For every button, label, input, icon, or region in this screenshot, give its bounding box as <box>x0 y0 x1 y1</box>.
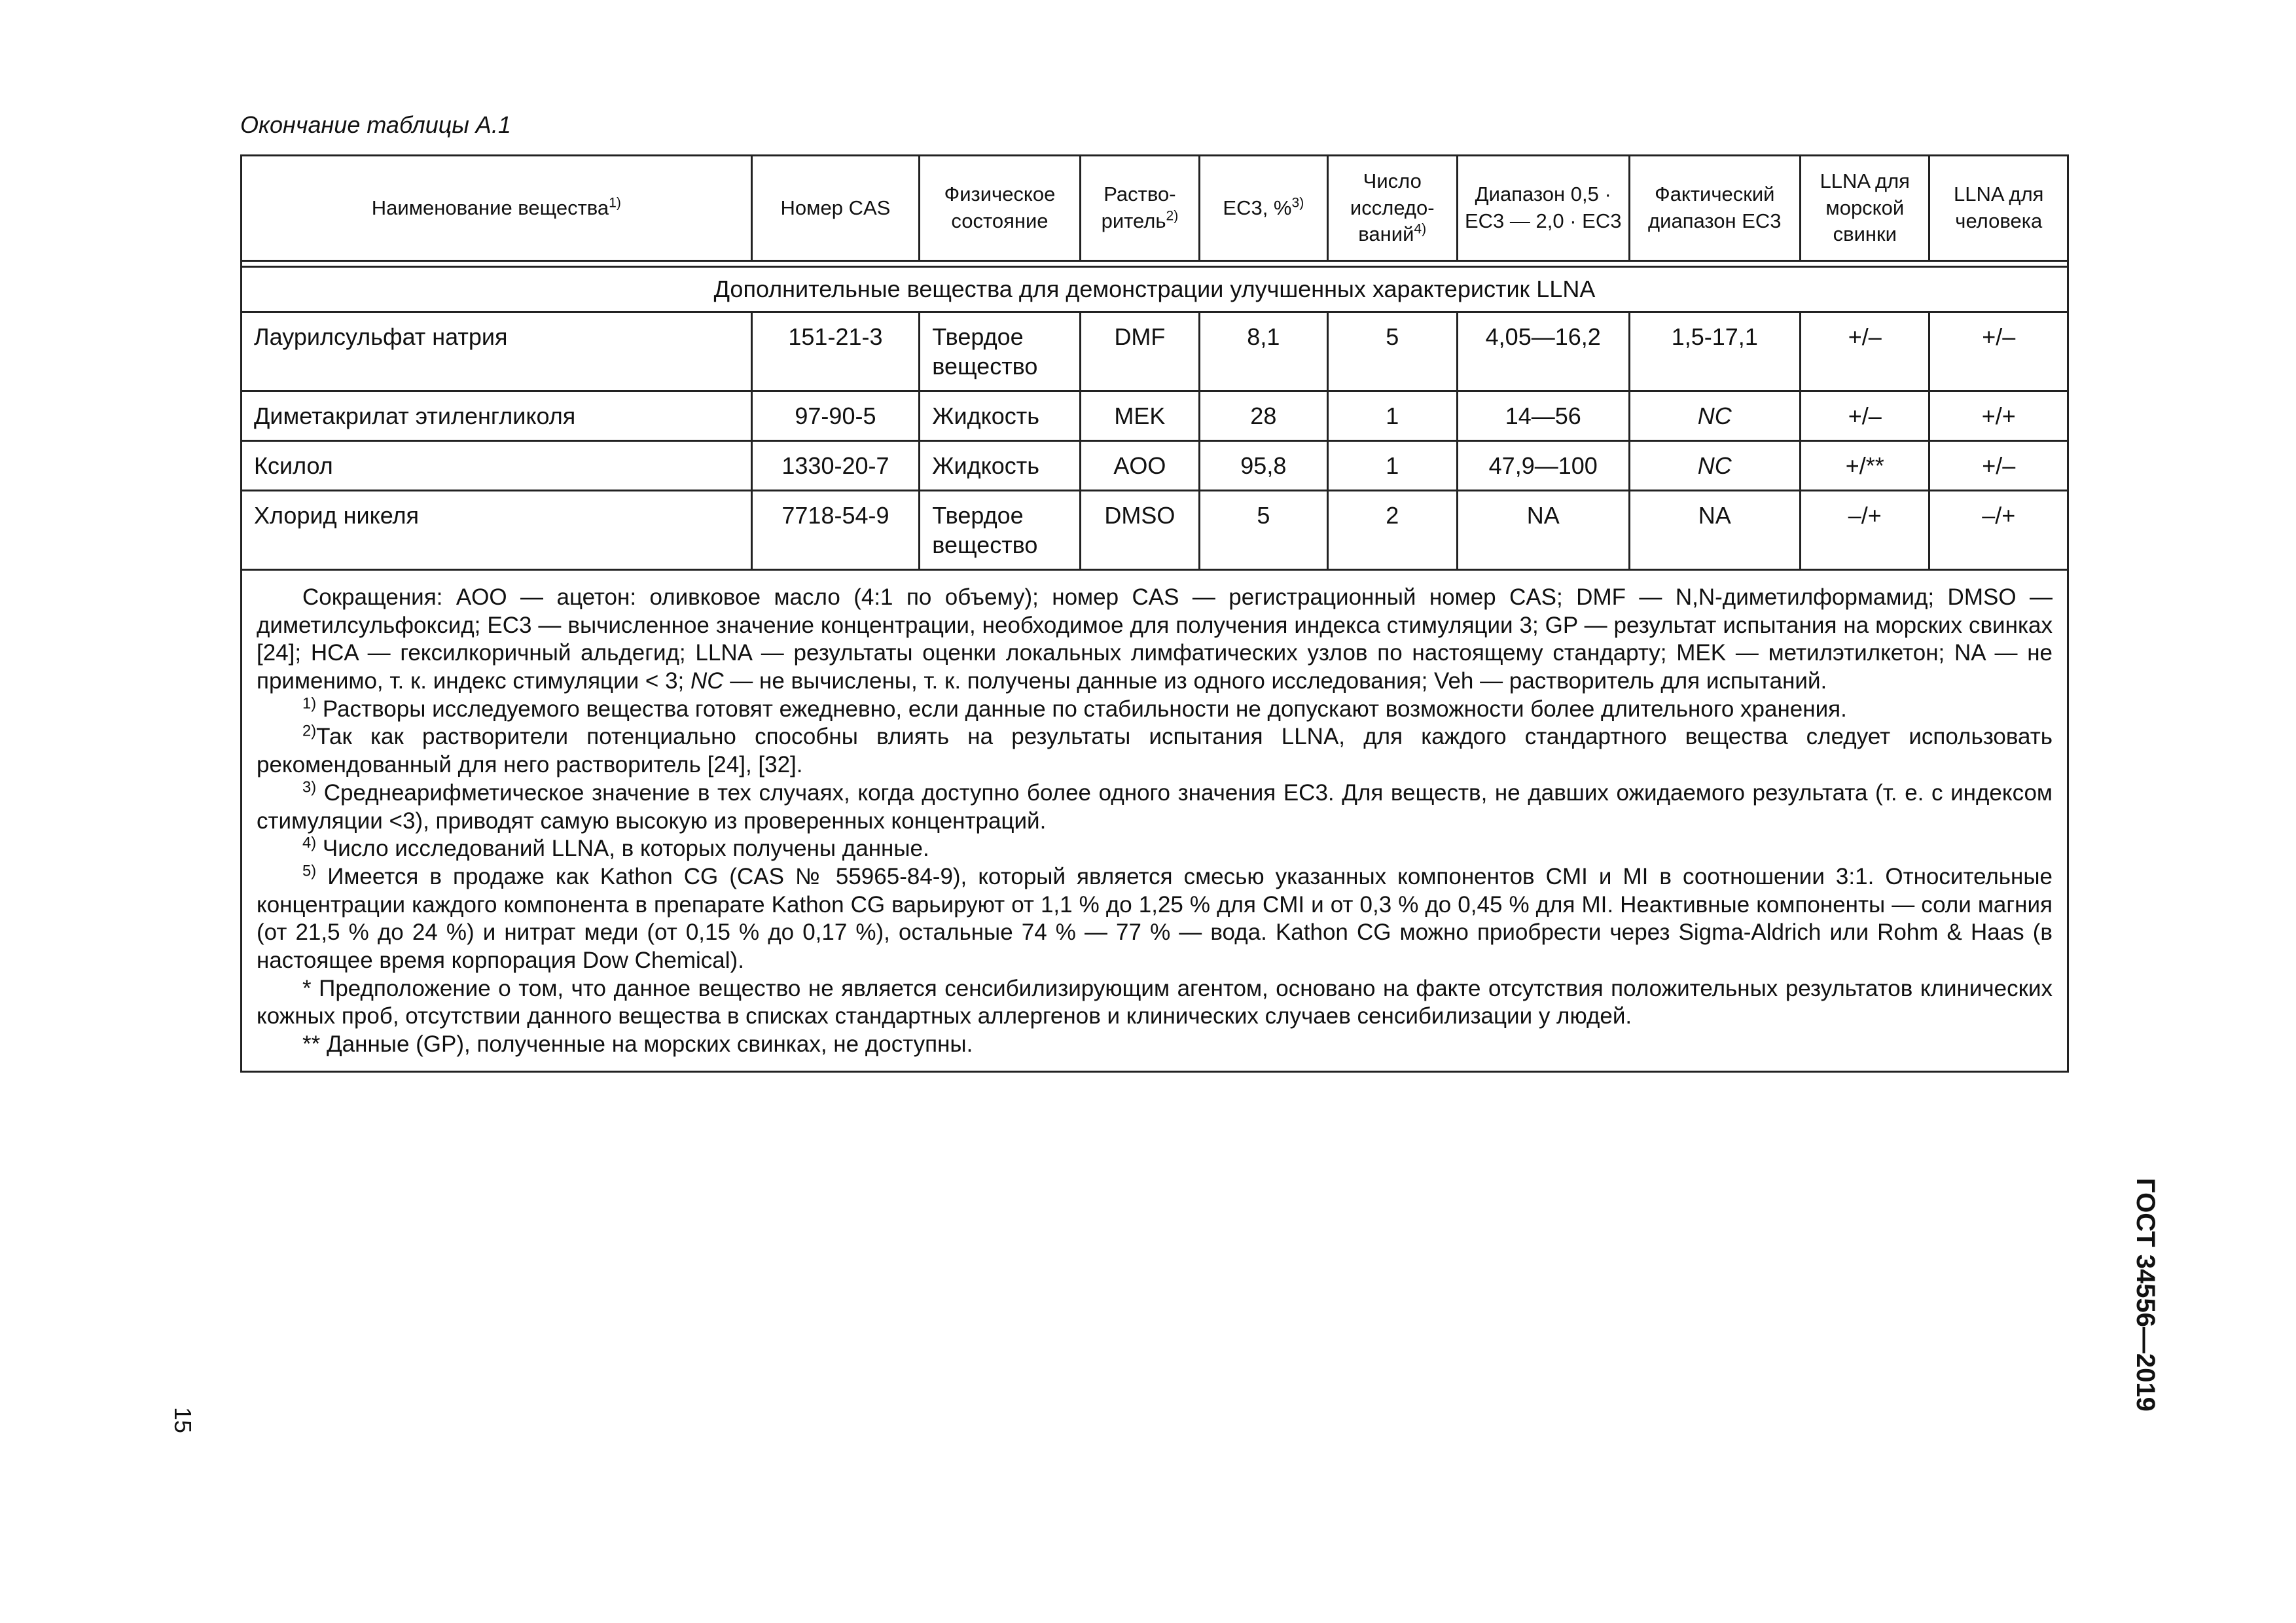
header-llna-guinea-pig: LLNA для морской свинки <box>1801 156 1929 261</box>
footnote-3: $^{3)}$ Среднеарифметическое значение в тех случаях, когда доступно более одного значения EC3. Для веществ, не давших ожидаемого результата (т. е. с индексом стимуляции <3), приводят самую высокую из проверенных концентраций. <box>257 778 2053 834</box>
cell-studies: 1 <box>1327 391 1457 441</box>
cell-studies: 1 <box>1327 441 1457 491</box>
cell-range: NA <box>1457 491 1629 570</box>
cell-cas: 1330-20-7 <box>751 441 920 491</box>
header-cas: Номер CAS <box>751 156 920 261</box>
cell-llna-guinea-pig: +/** <box>1801 441 1929 491</box>
standard-designation: ГОСТ 34556—2019 <box>2131 1178 2160 1412</box>
header-name: Наименование вещества$^{1)}$ <box>242 156 752 261</box>
cell-llna-human: +/– <box>1929 441 2068 491</box>
header-gap <box>242 261 2068 267</box>
cell-llna-guinea-pig: –/+ <box>1801 491 1929 570</box>
cell-name: Ксилол <box>242 441 752 491</box>
cell-range: 4,05—16,2 <box>1457 312 1629 391</box>
cell-cas: 97-90-5 <box>751 391 920 441</box>
table-row <box>242 391 2068 441</box>
section-title: Дополнительные вещества для демонстрации улучшенных характеристик LLNA <box>242 267 2068 312</box>
notes-row <box>242 570 2068 1072</box>
cell-actual-range: NA <box>1629 491 1801 570</box>
header-state: Физическое состояние <box>920 156 1081 261</box>
header-ec3: EC3, %$^{3)}$ <box>1200 156 1327 261</box>
cell-llna-human: +/+ <box>1929 391 2068 441</box>
cell-range: 47,9—100 <box>1457 441 1629 491</box>
cell-llna-human: –/+ <box>1929 491 2068 570</box>
data-table <box>240 154 2069 1073</box>
cell-llna-guinea-pig: +/– <box>1801 391 1929 441</box>
header-range: Диапазон 0,5 · EC3 — 2,0 · EC3 <box>1457 156 1629 261</box>
cell-studies: 2 <box>1327 491 1457 570</box>
cell-solvent: MEK <box>1080 391 1199 441</box>
cell-range: 14—56 <box>1457 391 1629 441</box>
table-row <box>242 491 2068 570</box>
cell-state: Жидкость <box>920 441 1081 491</box>
header-llna-human: LLNA для человека <box>1929 156 2068 261</box>
table-notes <box>242 570 2068 1072</box>
footnote-4: $^{4)}$ Число исследований LLNA, в которых получены данные. <box>302 834 929 862</box>
cell-llna-guinea-pig: +/– <box>1801 312 1929 391</box>
footnote-double-star: ** Данные (GP), полученные на морских свинках, не доступны. <box>302 1031 973 1057</box>
cell-solvent: DMSO <box>1080 491 1199 570</box>
table-row <box>242 441 2068 491</box>
cell-ec3: 28 <box>1200 391 1327 441</box>
cell-solvent: DMF <box>1080 312 1199 391</box>
header-studies: Число исследо-ваний$^{4)}$ <box>1327 156 1457 261</box>
cell-solvent: AOO <box>1080 441 1199 491</box>
cell-name: Диметакрилат этиленгликоля <box>242 391 752 441</box>
cell-state: Жидкость <box>920 391 1081 441</box>
section-row <box>242 267 2068 312</box>
cell-actual-range: NC <box>1629 441 1801 491</box>
header-actual-range: Фактический диапазон EC3 <box>1629 156 1801 261</box>
abbreviations-note: Сокращения: AOO — ацетон: оливковое масло (4:1 по объему); номер CAS — регистрационный номер CAS; DMF — N,N-диметилформамид; DMSO — диметилсульфоксид; EC3 — вычисленное значение концентрации, необходимое для получения индекса стимуляции 3; GP — результат испытания на морских свинках [24]; HCA — гексилкоричный альдегид; LLNA — результаты оценки локальных лимфатических узлов по настоящему стандарту; MEK — метилэтилкетон; NA — не применимо, т. к. индекс стимуляции < 3; NC — не вычислены, т. к. получены данные из одного исследования; Veh — растворитель для испытаний. <box>257 584 2053 694</box>
cell-state: Твердое вещество <box>920 491 1081 570</box>
cell-studies: 5 <box>1327 312 1457 391</box>
cell-cas: 7718-54-9 <box>751 491 920 570</box>
page-number: 15 <box>170 1407 196 1434</box>
table-row <box>242 312 2068 391</box>
footnote-1: $^{1)}$ Растворы исследуемого вещества готовят ежедневно, если данные по стабильности не допускают возможности более длительного хранения. <box>302 694 1847 722</box>
footnote-star: * Предположение о том, что данное вещество не является сенсибилизирующим агентом, основано на факте отсутствия положительных результатов клинических кожных проб, отсутствии данного вещества в списках стандартных аллергенов и клинических случаев сенсибилизации у людей. <box>257 975 2053 1029</box>
table-caption: Окончание таблицы А.1 <box>240 111 511 138</box>
cell-cas: 151-21-3 <box>751 312 920 391</box>
cell-actual-range: NC <box>1629 391 1801 441</box>
cell-ec3: 8,1 <box>1200 312 1327 391</box>
cell-ec3: 5 <box>1200 491 1327 570</box>
header-row <box>242 156 2068 261</box>
cell-ec3: 95,8 <box>1200 441 1327 491</box>
cell-state: Твердое вещество <box>920 312 1081 391</box>
footnote-5: $^{5)}$ Имеется в продаже как Kathon CG (CAS № 55965-84-9), который является смесью указанных компонентов CMI и MI в соотношении 3:1. Относительные концентрации каждого компонента в препарате Kathon CG варьируют от 1,1 % до 1,25 % для CMI и от 0,3 % до 0,45 % для MI. Неактивные компоненты — соли магния (от 21,5 % до 24 %) и нитрат меди (от 0,15 % до 0,17 %), остальные 74 % — 77 % — вода. Kathon CG можно приобрести через Sigma-Aldrich или Rohm & Haas (в настоящее время корпорация Dow Chemical). <box>257 862 2053 973</box>
footnote-2: $^{2)}$Так как растворители потенциально способны влиять на результаты испытания LLNA, для каждого стандартного вещества следует использовать рекомендованный для него растворитель [24], [32]. <box>257 722 2053 778</box>
header-solvent: Раство-ритель$^{2)}$ <box>1080 156 1199 261</box>
cell-llna-human: +/– <box>1929 312 2068 391</box>
cell-name: Лаурилсульфат натрия <box>242 312 752 391</box>
cell-name: Хлорид никеля <box>242 491 752 570</box>
cell-actual-range: 1,5-17,1 <box>1629 312 1801 391</box>
